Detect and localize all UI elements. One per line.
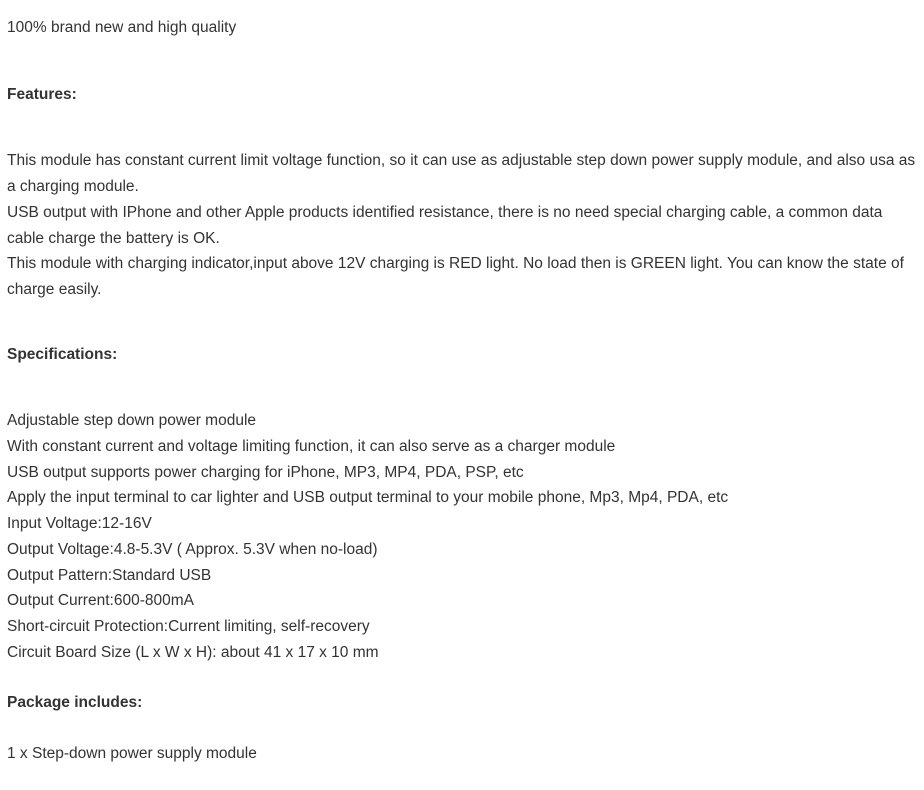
spec-item: Circuit Board Size (L x W x H): about 41 x 17 x 10 mm <box>7 643 379 661</box>
spec-item: Adjustable step down power module <box>7 412 257 430</box>
feature-item: This module has constant current limit voltage function, so it can use as adjustable step down power supply module, and also usa as a charging module. <box>7 152 916 196</box>
spacer <box>7 716 919 741</box>
specifications-heading: Specifications: <box>7 345 118 363</box>
feature-item: This module with charging indicator,input above 12V charging is RED light. No load then is GREEN light. You can know the state of charge easily. <box>7 255 904 298</box>
specifications-list <box>7 408 919 665</box>
spacer <box>7 107 919 148</box>
features-list <box>7 148 919 302</box>
spec-item: USB output supports power charging for iPhone, MP3, MP4, PDA, PSP, etc <box>7 463 524 481</box>
spacer <box>7 303 919 342</box>
spacer <box>7 665 919 690</box>
spec-item: With constant current and voltage limiting function, it can also serve as a charger module <box>7 438 616 456</box>
spacer <box>7 367 919 408</box>
features-heading: Features: <box>7 85 77 103</box>
feature-item: USB output with IPhone and other Apple products identified resistance, there is no need special charging cable, a common data cable charge the battery is OK. <box>7 203 883 247</box>
package-item: 1 x Step-down power supply module <box>7 745 257 763</box>
package-list <box>7 741 919 767</box>
spec-item: Short-circuit Protection:Current limiting, self-recovery <box>7 617 370 635</box>
spacer <box>7 41 919 82</box>
spec-item: Input Voltage:12-16V <box>7 515 152 533</box>
spec-item: Output Voltage:4.8-5.3V ( Approx. 5.3V when no-load) <box>7 540 378 558</box>
product-description <box>7 15 919 767</box>
intro-text: 100% brand new and high quality <box>7 19 237 36</box>
spec-item: Apply the input terminal to car lighter and USB output terminal to your mobile phone, Mp3, Mp4, PDA, etc <box>7 489 729 507</box>
spec-item: Output Pattern:Standard USB <box>7 566 212 584</box>
package-heading: Package includes: <box>7 694 143 712</box>
spec-item: Output Current:600-800mA <box>7 592 194 610</box>
